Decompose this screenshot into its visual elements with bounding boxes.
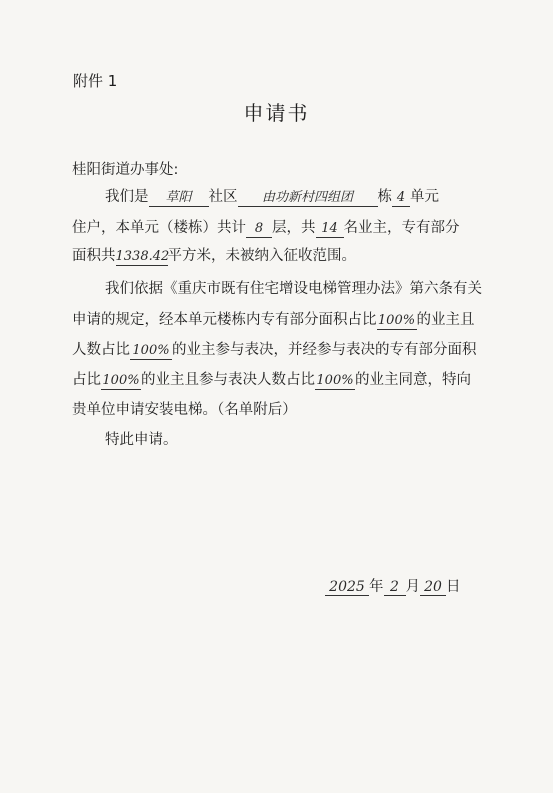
- text: 栋: [377, 189, 392, 205]
- para2-line5: 贵单位申请安装电梯。（名单附后）: [72, 402, 297, 418]
- handwritten-area-ratio: 100%: [377, 313, 416, 328]
- text: 的业主且参与表决人数占比: [141, 372, 315, 388]
- text: 月: [405, 579, 420, 595]
- para2-line2: [72, 310, 475, 330]
- text: 名业主，专有部分: [343, 220, 460, 236]
- para2-line1: 我们依据《重庆市既有住宅增设电梯管理办法》第六条有关: [105, 281, 482, 297]
- text: 面积共: [72, 248, 116, 264]
- handwritten-year: 2025: [325, 579, 369, 596]
- para2-line4: [72, 370, 471, 390]
- text: 平方米，未被纳入征收范围。: [167, 248, 356, 264]
- handwritten-building: 由功新村四组团: [238, 190, 378, 207]
- text: 单元: [410, 189, 439, 205]
- para2-line3: [72, 340, 477, 360]
- text: 的业主参与表决，并经参与表决的专有部分面积: [172, 342, 477, 358]
- greeting: 桂阳街道办事处:: [72, 162, 179, 178]
- attachment-label: 附件 1: [73, 72, 118, 90]
- handwritten-area: 1338.42: [115, 249, 170, 264]
- handwritten-vote-area-ratio: 100%: [102, 373, 140, 388]
- para1-line2: [72, 218, 460, 238]
- document-title: 申请书: [243, 101, 310, 125]
- text: 住户，本单元（楼栋）共计: [72, 220, 246, 236]
- handwritten-floors: 8: [246, 221, 272, 238]
- text: 层，共: [272, 220, 316, 236]
- para1-line1: [105, 187, 439, 207]
- text: 占比: [72, 372, 101, 388]
- text: 人数占比: [72, 342, 130, 358]
- closing: 特此申请。: [105, 432, 178, 448]
- text: 的业主同意，特向: [355, 372, 471, 388]
- handwritten-people-ratio: 100%: [130, 343, 172, 360]
- text: 社区: [208, 189, 238, 205]
- text: 申请的规定，经本单元楼栋内专有部分面积占比: [72, 312, 377, 328]
- text: 日: [446, 579, 461, 595]
- handwritten-month: 2: [384, 579, 406, 596]
- text: 的业主且: [416, 312, 475, 328]
- handwritten-community: 草阳: [149, 190, 209, 207]
- handwritten-owners: 14: [316, 221, 344, 238]
- handwritten-unit: 4: [392, 190, 410, 207]
- text: 我们是: [105, 189, 149, 205]
- handwritten-day: 20: [420, 579, 446, 596]
- handwritten-vote-people-ratio: 100%: [316, 373, 354, 388]
- text: 年: [369, 579, 384, 595]
- signature-date: [325, 575, 461, 596]
- para1-line3: [72, 246, 356, 266]
